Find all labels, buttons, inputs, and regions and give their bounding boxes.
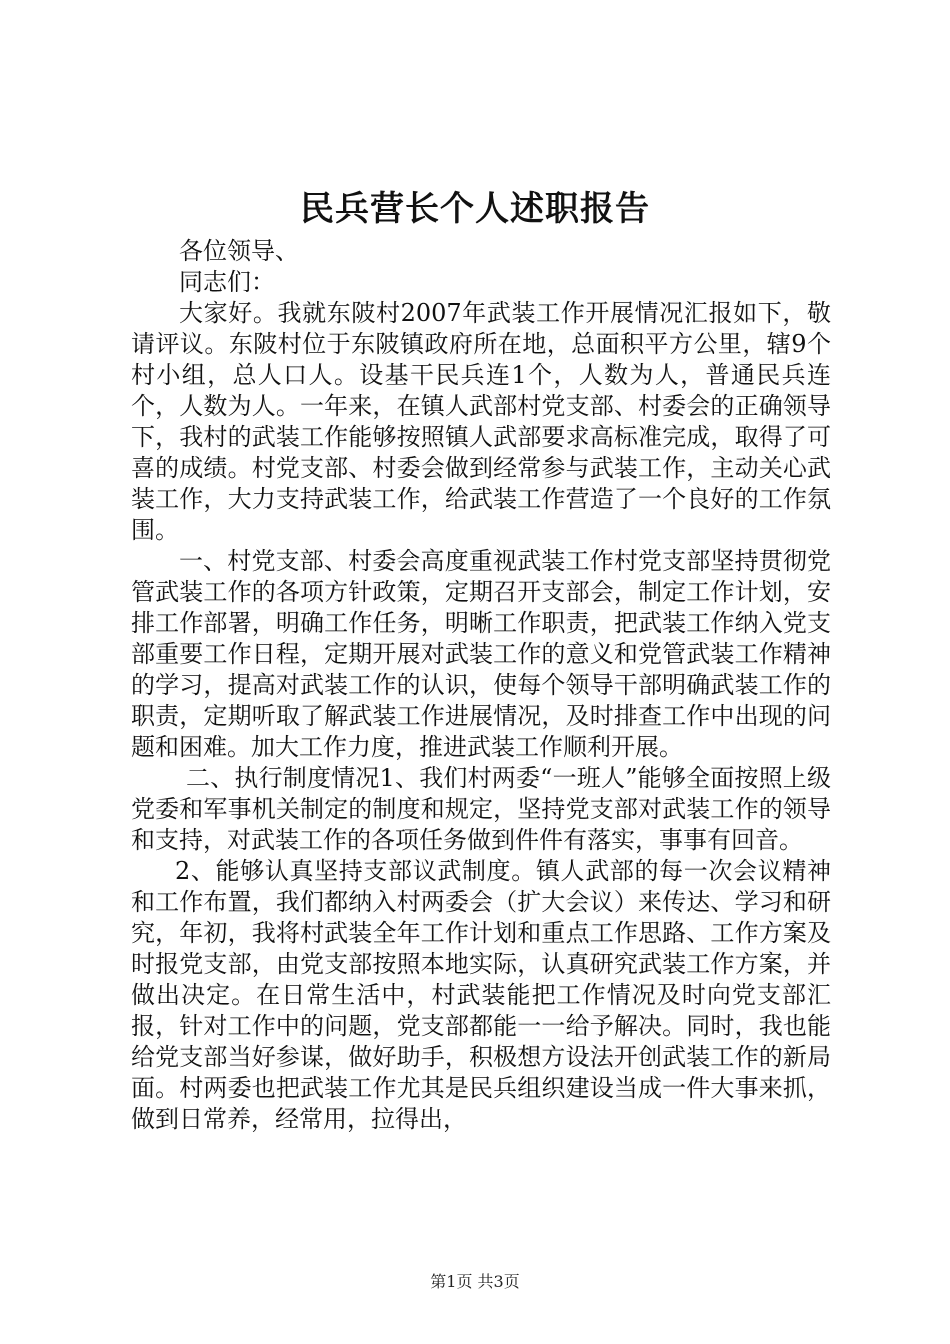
document-title: 民兵营长个人述职报告: [300, 189, 650, 229]
page-footer: 第1页 共3页: [430, 1272, 520, 1291]
salutation-line: 各位领导、: [179, 237, 299, 265]
paragraph: 二、执行制度情况1、我们村两委“一班人”能够全面按照上级党委和军事机关制定的制度和规定，坚持党支部对武装工作的领导和支持，对武装工作的各项任务做到件件有落实，事事有回音。: [131, 764, 831, 854]
salutation-line: 同志们：: [179, 268, 275, 296]
paragraph: 2、能够认真坚持支部议武制度。镇人武部的每一次会议精神和工作布置，我们都纳入村两委会（扩大会议）来传达、学习和研究，年初，我将村武装全年工作计划和重点工作思路、工作方案及时报党支部，由党支部按照本地实际，认真研究武装工作方案，并做出决定。在日常生活中，村武装能把工作情况及时向党支部汇报，针对工作中的问题，党支部都能一一给予解决。同时，我也能给党支部当好参谋，做好助手，积极想方设法开创武装工作的新局面。村两委也把武装工作尤其是民兵组织建设当成一件大事来抓，做到日常养，经常用，拉得出，: [131, 857, 831, 1133]
paragraph: 一、村党支部、村委会高度重视武装工作村党支部坚持贯彻党管武装工作的各项方针政策，定期召开支部会，制定工作计划，安排工作部署，明确工作任务，明晰工作职责，把武装工作纳入党支部重要工作日程，定期开展对武装工作的意义和党管武装工作精神的学习，提高对武装工作的认识，使每个领导干部明确武装工作的职责，定期听取了解武装工作进展情况，及时排查工作中出现的问题和困难。加大工作力度，推进武装工作顺利开展。: [131, 547, 831, 761]
paragraph: 大家好。我就东陂村2007年武装工作开展情况汇报如下，敬请评议。东陂村位于东陂镇政府所在地，总面积平方公里，辖9个村小组，总人口人。设基干民兵连1个，人数为人，普通民兵连个，人数为人。一年来，在镇人武部村党支部、村委会的正确领导下，我村的武装工作能够按照镇人武部要求高标准完成，取得了可喜的成绩。村党支部、村委会做到经常参与武装工作，主动关心武装工作，大力支持武装工作，给武装工作营造了一个良好的工作氛围。: [131, 299, 831, 544]
document-body: [131, 236, 831, 1135]
